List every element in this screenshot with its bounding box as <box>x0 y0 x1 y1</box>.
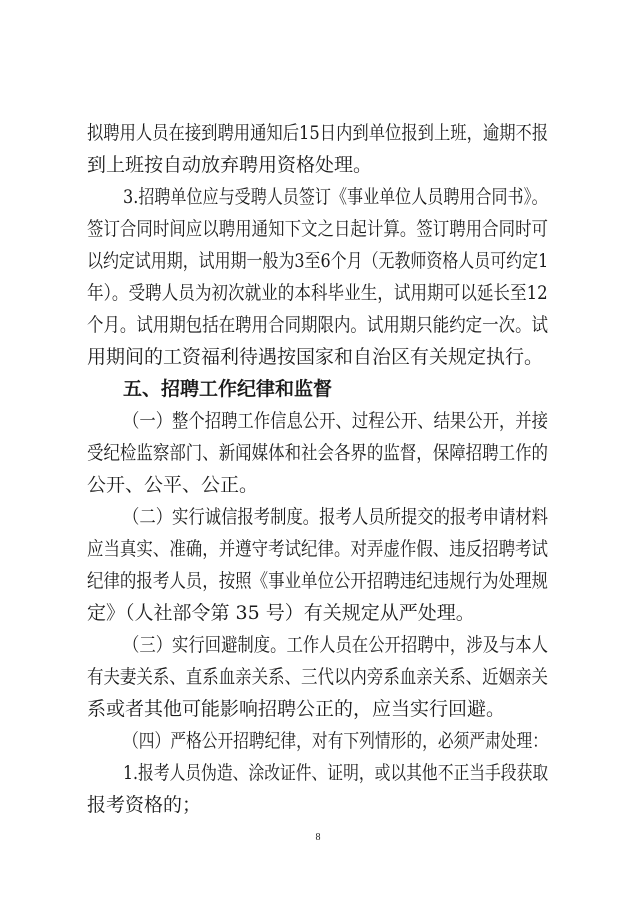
text-line: 定》（人社部令第 35 号）有关规定从严处理。 <box>87 602 475 624</box>
section-heading: 五、招聘工作纪律和监督 <box>123 378 333 400</box>
text-line: （三）实行回避制度。工作人员在公开招聘中，涉及与本人 <box>123 634 549 656</box>
text-line: （四）严格公开招聘纪律，对有下列情形的，必须严肃处理： <box>123 730 549 752</box>
text-line: 签订合同时间应以聘用通知下文之日起计算。签订聘用合同时可 <box>87 218 549 240</box>
text-line: 有夫妻关系、直系血亲关系、三代以内旁系血亲关系、近姻亲关 <box>87 666 549 688</box>
text-line: 个月。试用期包括在聘用合同期限内。试用期只能约定一次。试 <box>87 314 549 336</box>
text-line: 到上班按自动放弃聘用资格处理。 <box>87 154 373 176</box>
text-line: （一）整个招聘工作信息公开、过程公开、结果公开，并接 <box>123 410 549 432</box>
text-line: 拟聘用人员在接到聘用通知后15日内到单位报到上班，逾期不报 <box>87 122 549 144</box>
text-line: 年）。受聘人员为初次就业的本科毕业生，试用期可以延长至12 <box>87 282 548 304</box>
text-line: 应当真实、准确，并遵守考试纪律。对弄虚作假、违反招聘考试 <box>87 538 549 560</box>
page-number: 8 <box>315 832 321 843</box>
text-line: 3.招聘单位应与受聘人员签订《事业单位人员聘用合同书》。 <box>123 186 548 208</box>
text-line: 公开、公平、公正。 <box>87 474 259 496</box>
text-line: 纪律的报考人员，按照《事业单位公开招聘违纪违规行为处理规 <box>87 570 549 592</box>
text-line: 以约定试用期，试用期一般为3至6个月（无教师资格人员可约定1 <box>87 250 549 272</box>
text-line: （二）实行诚信报考制度。报考人员所提交的报考申请材料 <box>123 506 549 528</box>
text-line: 系或者其他可能影响招聘公正的，应当实行回避。 <box>87 698 506 720</box>
text-line: 1.报考人员伪造、涂改证件、证明，或以其他不正当手段获取 <box>123 762 549 784</box>
text-line: 用期间的工资福利待遇按国家和自治区有关规定执行。 <box>87 346 544 368</box>
text-line: 受纪检监察部门、新闻媒体和社会各界的监督，保障招聘工作的 <box>87 442 549 464</box>
text-line: 报考资格的； <box>87 794 202 816</box>
